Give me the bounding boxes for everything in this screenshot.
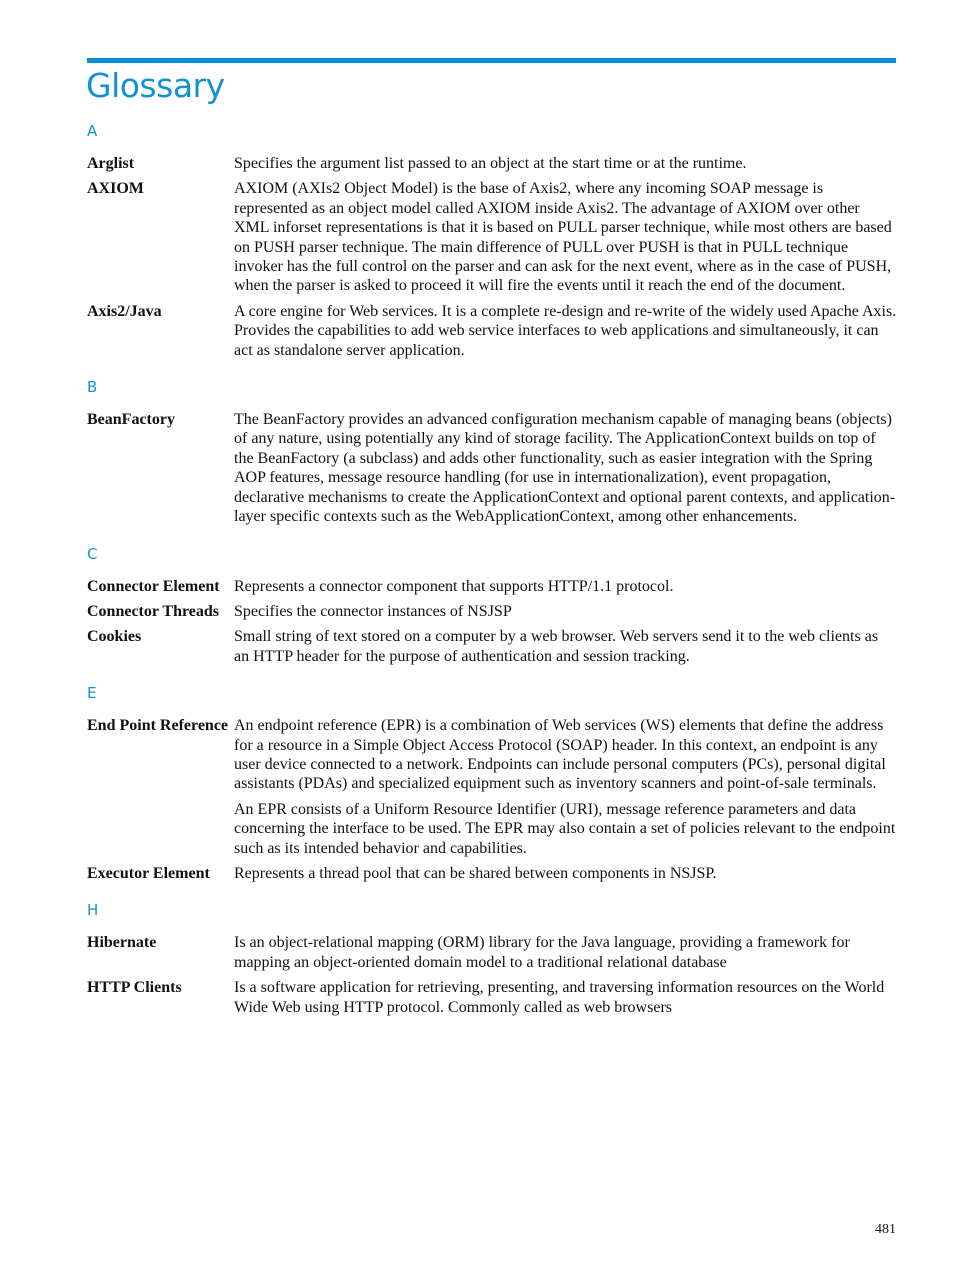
glossary-entry — [87, 154, 897, 173]
section-h — [87, 899, 897, 1017]
glossary-definition: Represents a thread pool that can be shared between components in NSJSP. — [234, 864, 717, 882]
section-letter: B — [87, 378, 98, 397]
glossary-term: End Point Reference — [87, 717, 229, 735]
glossary-entry — [87, 627, 897, 666]
glossary-definition: Specifies the argument list passed to an object at the start time or at the runtime. — [234, 155, 747, 172]
glossary-term: Executor Element — [87, 864, 210, 882]
glossary-definition: An EPR consists of a Uniform Resource Identifier (URI), message reference parameters and data concerning the interface to be used. The EPR may also contain a set of policies relevant to the endpoint such as its intended behavior and capabilities. — [234, 800, 896, 857]
section-letter: E — [87, 684, 97, 703]
section-letter: H — [87, 901, 99, 920]
glossary-entry — [87, 602, 897, 621]
glossary-term: AXIOM — [87, 180, 144, 198]
section-e — [87, 682, 897, 883]
glossary-definition: Is an object-relational mapping (ORM) library for the Java language, providing a framework for mapping an object-oriented domain model to a traditional relational database — [234, 934, 850, 971]
glossary-entry — [87, 302, 897, 360]
glossary-entry — [87, 933, 897, 972]
glossary-definition: Represents a connector component that supports HTTP/1.1 protocol. — [234, 577, 674, 595]
glossary-term: Connector Element — [87, 577, 220, 595]
glossary-definition: Specifies the connector instances of NSJSP — [234, 602, 512, 620]
glossary-term: Connector Threads — [87, 602, 220, 620]
glossary-term: Cookies — [87, 628, 142, 646]
glossary-term: Arglist — [87, 155, 135, 172]
glossary-definition: AXIOM (AXIs2 Object Model) is the base of Axis2, where any incoming SOAP message is represented as an object model called AXIOM inside Axis2. The advantage of AXIOM over other XML inforset representations is that it is based on PULL parser technique, while most others are based on PUSH parser technique. The main difference of PULL over PUSH is that in PULL technique invoker has the full control on the parser and can ask for the next event, where as in the case of PUSH, when the parser is asked to proceed it will fire the events until it reach the end of the document. — [234, 180, 892, 295]
glossary-body — [87, 120, 897, 1033]
section-c — [87, 543, 897, 667]
glossary-entry — [87, 716, 897, 858]
glossary-definition: The BeanFactory provides an advanced configuration mechanism capable of managing beans (objects) of any nature, using potentially any kind of storage facility. The ApplicationContext builds on top of the BeanFactory (a subclass) and adds other functionality, such as easier integration with the Spring AOP features, message resource handling (for use in internationalization), event propagation, declarative mechanisms to create the ApplicationContext and optional parent contexts, and application-layer specific contexts such as the WebApplicationContext, among other enhancements. — [234, 411, 896, 526]
glossary-definition: A core engine for Web services. It is a complete re-design and re-write of the widely used Apache Axis. Provides the capabilities to add web service interfaces to web applications and simultaneously, it can act as standalone server application. — [234, 302, 897, 359]
glossary-term: BeanFactory — [87, 411, 175, 429]
glossary-entry — [87, 179, 897, 295]
glossary-term: Hibernate — [87, 934, 157, 952]
section-b — [87, 376, 897, 526]
glossary-definition: An endpoint reference (EPR) is a combination of Web services (WS) elements that define the address for a resource in a Simple Object Access Protocol (SOAP) header. In this context, an endpoint is any user device connected to a network. Endpoints can include personal computers (PCs), personal digital assistants (PDAs) and specialized equipment such as inventory scanners and point-of-sale terminals. — [234, 717, 886, 793]
glossary-definition: Small string of text stored on a computer by a web browser. Web servers send it to the web clients as an HTTP header for the purpose of authentication and session tracking. — [234, 628, 879, 665]
glossary-entry — [87, 577, 897, 596]
glossary-term: HTTP Clients — [87, 979, 182, 997]
glossary-definition: Is a software application for retrieving, presenting, and traversing information resources on the World Wide Web using HTTP protocol. Commonly called as web browsers — [234, 979, 885, 1016]
section-letter: C — [87, 544, 98, 563]
page-number: 481 — [875, 1222, 896, 1237]
page-title: Glossary — [86, 66, 225, 105]
glossary-entry — [87, 978, 897, 1017]
section-letter: A — [87, 122, 98, 140]
glossary-entry — [87, 864, 897, 883]
section-a — [87, 120, 897, 360]
glossary-entry — [87, 410, 897, 526]
glossary-term: Axis2/Java — [87, 302, 162, 320]
